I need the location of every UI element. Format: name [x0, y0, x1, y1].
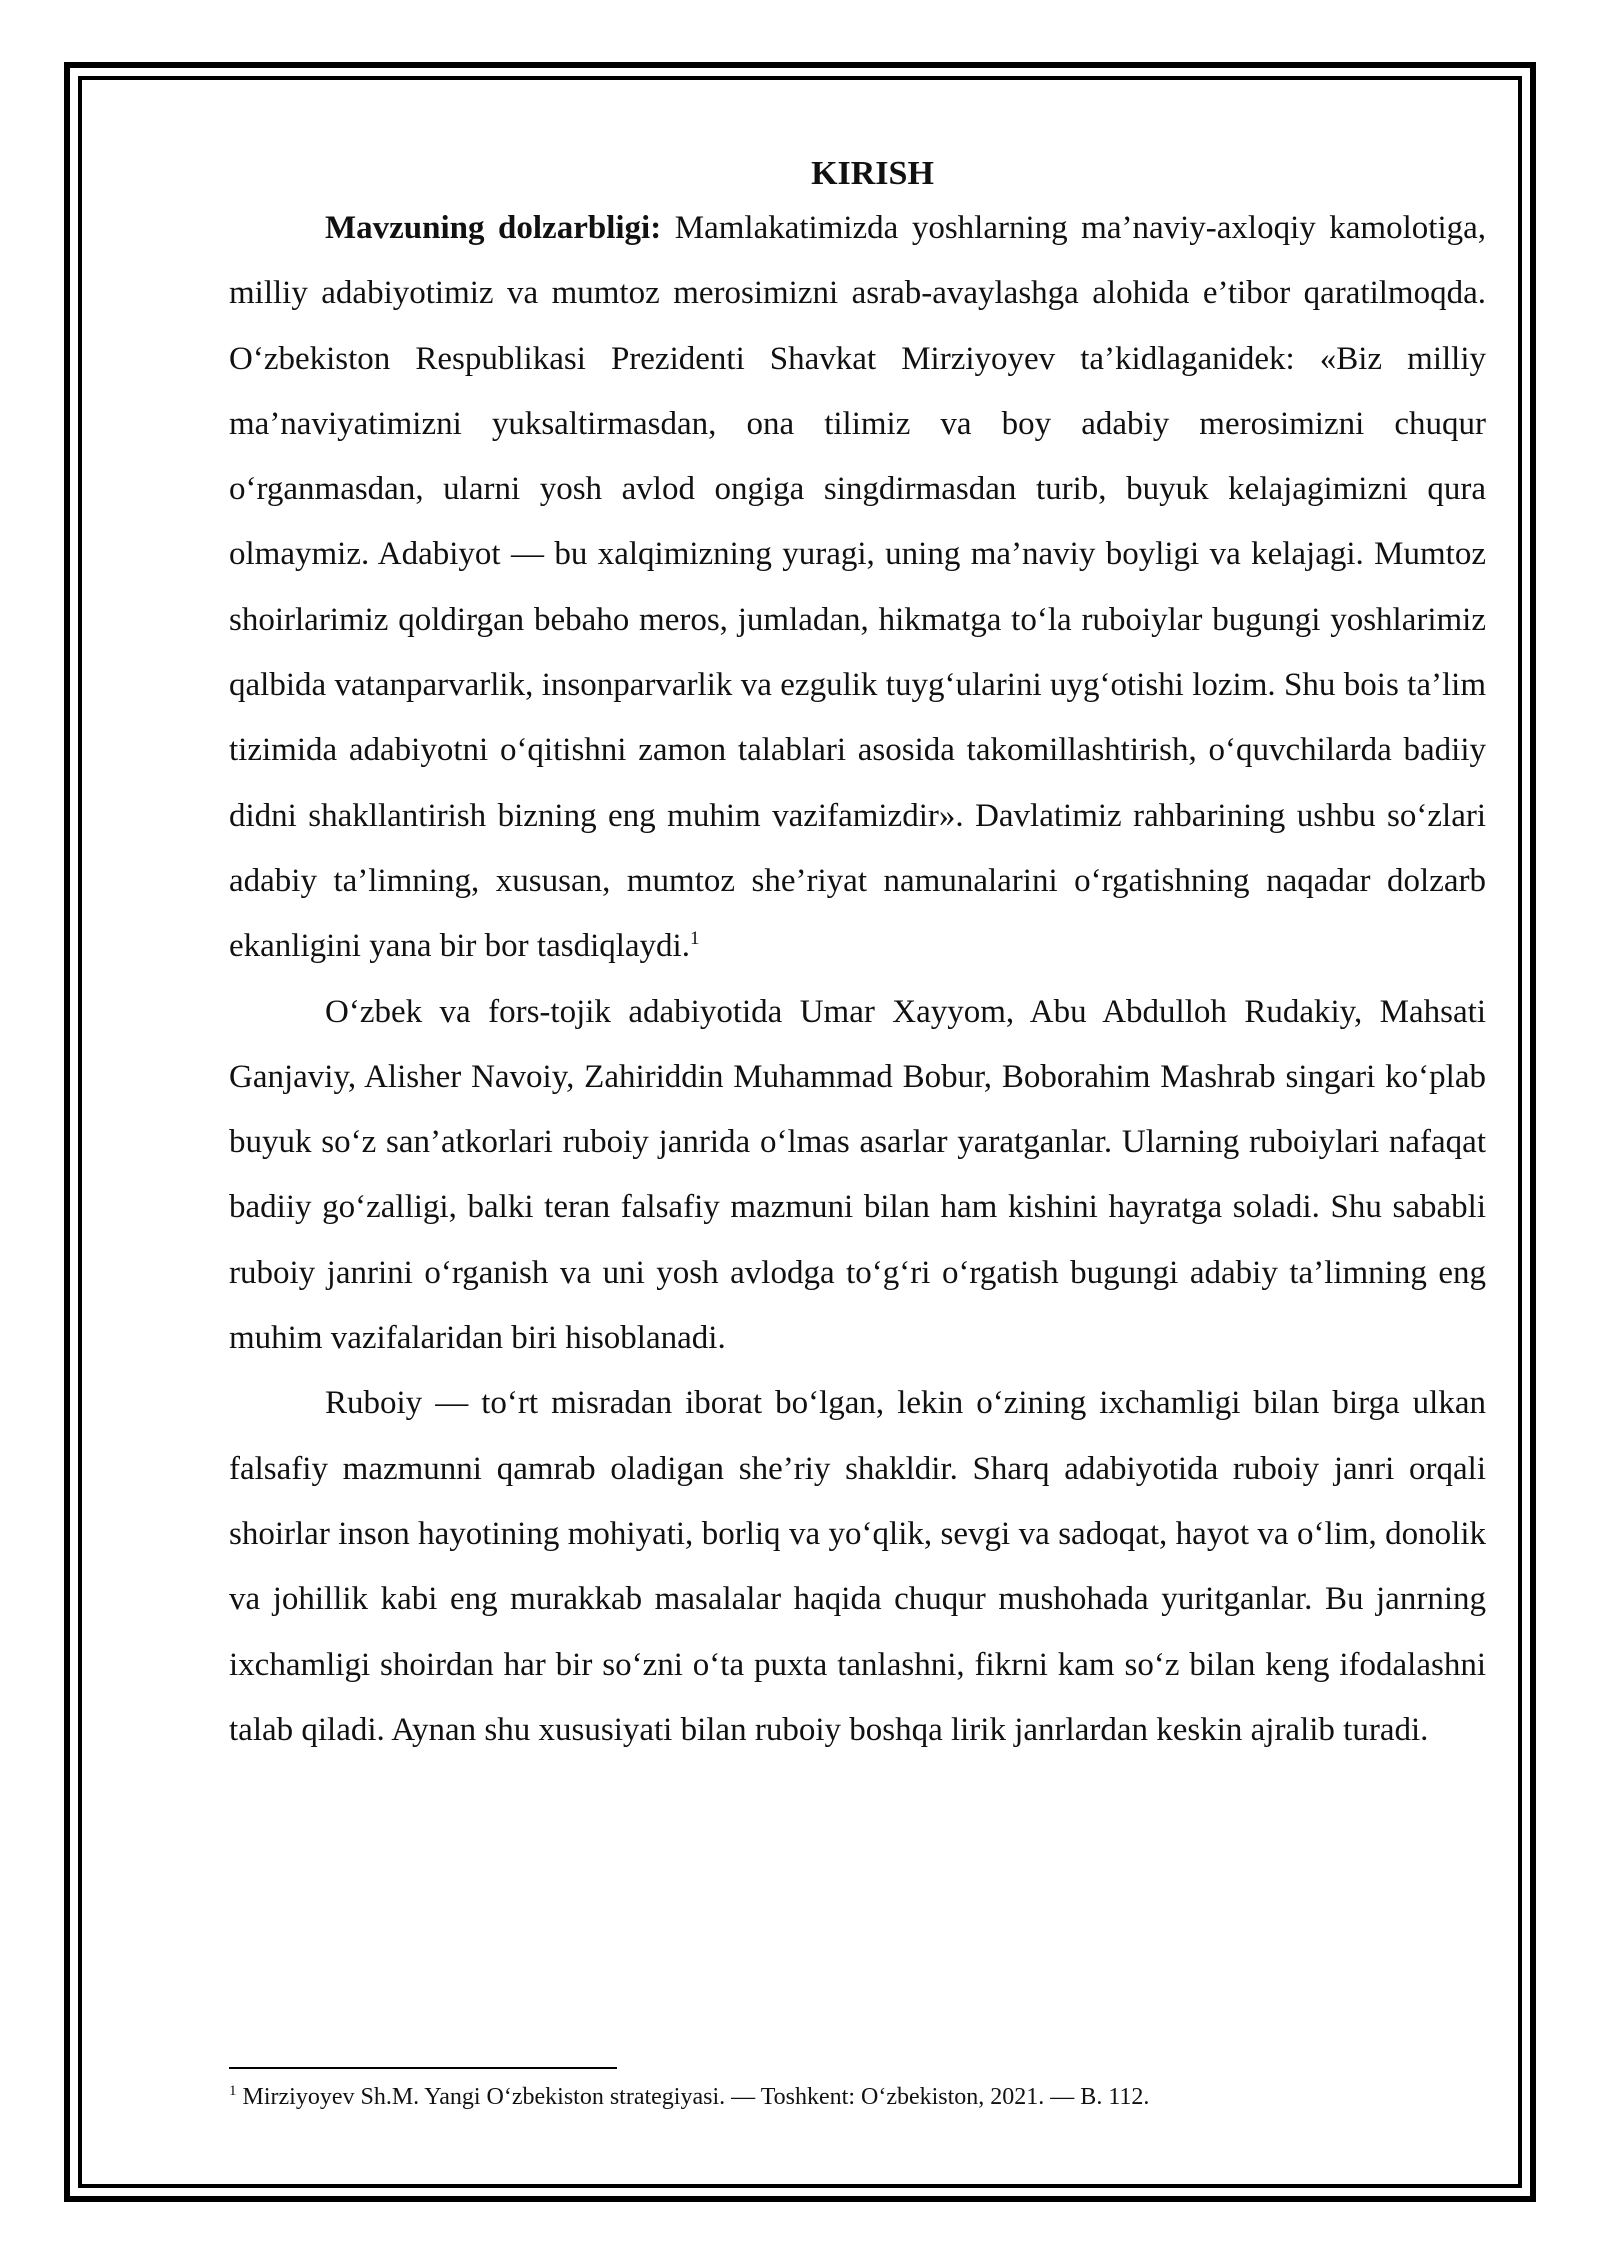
footnote-number: 1 — [229, 2083, 237, 2099]
paragraph-ruboiy — [229, 1371, 1486, 1763]
paragraph-text: Ruboiy — to‘rt misradan iborat bo‘lgan, lekin o‘zining ixchamligi bilan birga ulkan falsafiy mazmunni qamrab oladigan she’riy shakldir. Sharq adabiyotida ruboiy janri orqali shoirlar inson hayotining mohiyati, borliq va yo‘qlik, sevgi va sadoqat, hayot va o‘lim, donolik va johillik kabi eng murakkab masalalar haqida chuqur mushohada yuritganlar. Bu janrning ixchamligi shoirdan har bir so‘zni o‘ta puxta tanlashni, fikrni kam so‘z bilan keng ifodalashni talab qiladi. Aynan shu xususiyati bilan ruboiy boshqa lirik janrlardan keskin ajralib turadi. — [229, 1385, 1486, 1748]
page-title: KIRISH — [811, 155, 934, 192]
paragraph-text: Mamlakatimizda yoshlarning ma’naviy-axloqiy kamolotiga, milliy adabiyotimiz va mumtoz merosimizni asrab-avaylashga alohida e’tibor qaratilmoqda. O‘zbekiston Respublikasi Prezidenti Shavkat Mirziyoyev ta’kidlaganidek: «Biz milliy ma’naviyatimizni yuksaltirmasdan, ona tilimiz va boy adabiy merosimizni chuqur o‘rganmasdan, ularni yosh avlod ongiga singdirmasdan turib, buyuk kelajagimizni qura olmaymiz. Adabiyot — bu xalqimizning yuragi, uning ma’naviy boyligi va kelajagi. Mumtoz shoirlarimiz qoldirgan bebaho meros, jumladan, hikmatga to‘la ruboiylar bugungi yoshlarimiz qalbida vatanparvarlik, insonparvarlik va ezgulik tuyg‘ularini uyg‘otishi lozim. Shu bois ta’lim tizimida adabiyotni o‘qitishni zamon talablari asosida takomillashtirish, o‘quvchilarda badiiy didni shakllantirish bizning eng muhim vazifamizdir». Davlatimiz rahbarining ushbu so‘zlari adabiy ta’limning, xususan, mumtoz she’riyat namunalarini o‘rgatishning naqadar dolzarb ekanligini yana bir bor tasdiqlaydi. — [229, 210, 1487, 965]
paragraph-relevance — [229, 196, 1486, 980]
paragraph-text: O‘zbek va fors-tojik adabiyotida Umar Xayyom, Abu Abdulloh Rudakiy, Mahsati Ganjaviy, Alisher Navoiy, Zahiriddin Muhammad Bobur, Boborahim Mashrab singari ko‘plab buyuk so‘z san’atkorlari ruboiy janrida o‘lmas asarlar yaratganlar. Ularning ruboiylari nafaqat badiiy go‘zalligi, balki teran falsafiy mazmuni bilan ham kishini hayratga soladi. Shu sababli ruboiy janrini o‘rganish va uni yosh avlodga to‘g‘ri o‘rgatish bugungi adabiy ta’limning eng muhim vazifalaridan biri hisoblanadi. — [229, 993, 1486, 1357]
footnote — [229, 2082, 1486, 2112]
document-body — [229, 152, 1486, 1763]
paragraph-lead: Mavzuning dolzarbligi: — [325, 210, 662, 246]
footnote-reference[interactable]: 1 — [689, 928, 700, 950]
footnote-text: Mirziyoyev Sh.M. Yangi O‘zbekiston strategiyasi. — Toshkent: O‘zbekiston, 2021. — B. 112. — [236, 2084, 1150, 2110]
paragraph-poets — [229, 980, 1486, 1372]
footnote-separator — [229, 2067, 617, 2069]
